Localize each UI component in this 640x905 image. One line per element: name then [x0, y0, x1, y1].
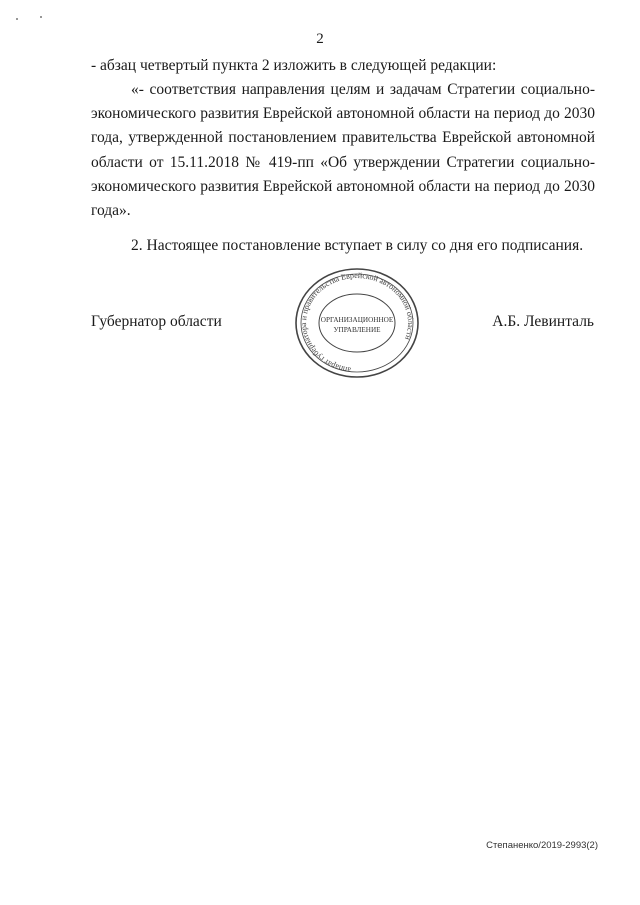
document-reference: Степаненко/2019-2993(2) — [486, 840, 598, 851]
signatory-title: Губернатор области — [91, 313, 222, 330]
stamp-center-line-1: ОРГАНИЗАЦИОННОЕ — [320, 316, 394, 324]
paragraph-effective-date: 2. Настоящее постановление вступает в силу со дня его подписания. — [131, 237, 584, 254]
official-stamp — [293, 267, 421, 383]
stamp-ring-text: аппарат губернатора и правительства Еврейской автономной области — [299, 270, 416, 375]
paragraph-amendment-text: «- соответствия направления целям и задачам Стратегии социально-экономического развития Еврейской автономной области на период до 2030 года, утвержденной постановлением правительства Еврейской автономной области от 15.11.2018 № 419-пп «Об утверждении Стратегии социально-экономического развития Еврейской автономной области на период до 2030 года». — [91, 81, 595, 220]
page-number: 2 — [316, 31, 324, 47]
scan-speck — [16, 18, 18, 20]
scan-speck — [40, 16, 42, 18]
paragraph-amendment-intro: - абзац четвертый пункта 2 изложить в следующей редакции: — [91, 57, 497, 74]
signatory-name: А.Б. Левинталь — [492, 313, 594, 330]
stamp-center-line-2: УПРАВЛЕНИЕ — [333, 326, 381, 334]
